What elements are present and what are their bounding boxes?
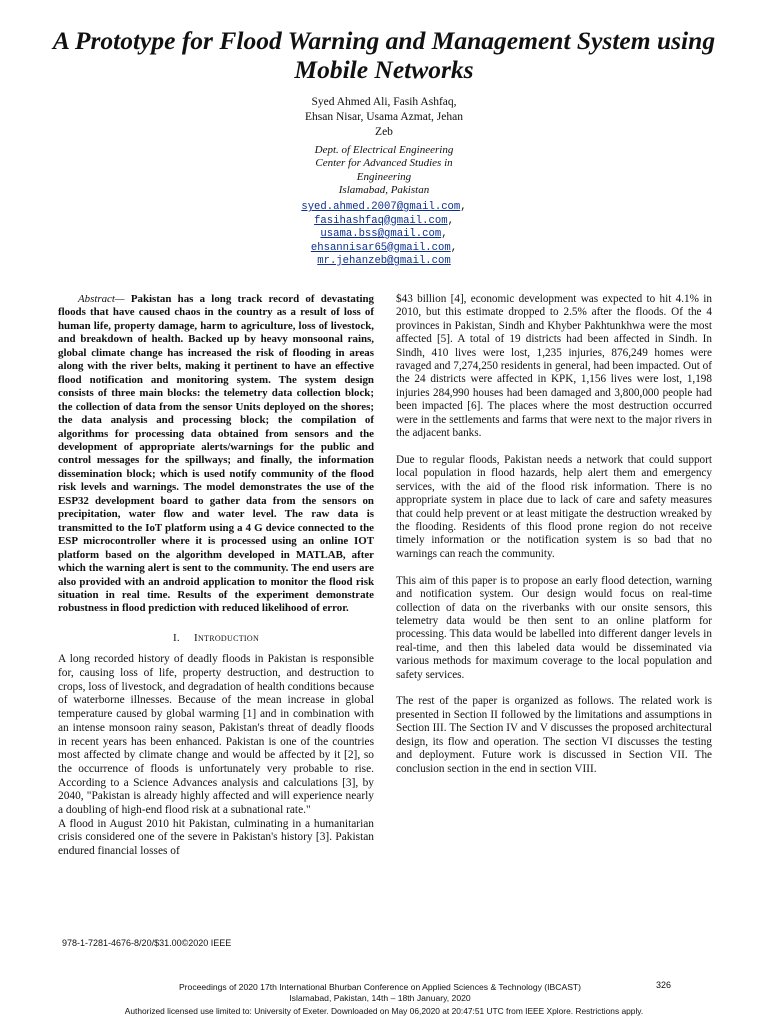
section-title: Introduction xyxy=(193,631,260,644)
section-number: I. xyxy=(172,631,180,644)
abstract-body: Pakistan has a long track record of devastating floods that have caused chaos in the country as a result of loss of human life, property damage, harm to agriculture, loss of livestock, and breakdown of health. Backed up by heavy monsoonal rains, global climate change has increased the risk of flooding in areas along with the river belts, making it pertinent to have an effective flood notification and monitoring system. The system design consists of three main blocks: the telemetry data collection block; the collection of data from the sensor Units deployed on the shores; the data analysis and processing block; the compilation of algorithms for processing data obtained from sensors and the development of appropriate alerts/warnings for the public and control messages for the spillways; and finally, the information dissemination block; which is used notify community of the flood risk levels and warnings. The model demonstrates the use of the ESP32 development board to gather data from the sensors on precipitation, water flow and water level. The raw data is transmitted to the IoT platform using a 4 G device connected to the ESP microcontroller where it is processed using an online IOT platform based on the algorithm developed in MATLAB, after which the warning alert is sent to the community. The end users are also provided with an android application to monitor the flood risk situation in real time. Results of the experiment demonstrate robustness in flood prediction with reduced likelihood of error. xyxy=(58,293,374,615)
left-column xyxy=(58,293,374,859)
email-link[interactable]: mr.jehanzeb@gmail.com xyxy=(317,255,451,267)
paper-title: A Prototype for Flood Warning and Management System using Mobile Networks xyxy=(52,26,716,84)
license-notice: Authorized licensed use limited to: University of Exeter. Downloaded on May 06,2020 at 20:47:51 UTC from IEEE Xplore. Restrictions apply. xyxy=(124,1006,644,1016)
proceedings-footer xyxy=(100,982,660,1004)
affiliation-field: Engineering xyxy=(356,170,412,183)
abstract-label: Abstract— xyxy=(78,293,125,305)
body-paragraph: This aim of this paper is to propose an early flood detection, warning and notification system. Our design would focus on real-time collection of data on the riverbanks with our onsite sensors, this telemetry data would be then sent to an online platform for processing. This data would be labelled into different danger levels in real-time, and then this labeled data would be disseminated via various methods for maximum coverage to the local population and safety services. xyxy=(396,574,712,681)
affiliation xyxy=(234,144,534,197)
affiliation-city: Islamabad, Pakistan xyxy=(338,183,430,196)
body-paragraph: Due to regular floods, Pakistan needs a network that could support local population in flood hazards, help alert them and emergency services, with the aid of the flood risk information. There is no appropriate system in place due to lack of care and safety measures that could help prevent or at least mitigate the destruction wreaked by the flooding. Residents of this flood prone region do not receive timely information or the notification system is so bad that no warnings can reach the community. xyxy=(396,453,712,560)
author-list xyxy=(234,95,534,140)
body-paragraph: $43 billion [4], economic development was expected to hit 4.1% in 2010, but this estimate dropped to 2.5% after the floods. Of the 4 provinces in Pakistan, Sindh and Khyber Pakhtunkhwa were the most affected [5]. A total of 19 districts had been affected in Sindh. In Sindh, 410 lives were lost, 1,235 injuries, 876,249 homes were ravaged and 7,274,250 residents in general, had been impacted. Out of the 24 districts were affected in KPK, 1,156 lives were lost, 1,198 injuries 284,990 houses had been damaged and 3,800,000 people had been impacted [6]. The places where the most destruction occurred were in the settlements and farms that were next to the major rivers in the adjacent banks. xyxy=(396,293,712,440)
affiliation-center: Center for Advanced Studies in xyxy=(315,157,453,170)
email-link[interactable]: ehsannisar65@gmail.com xyxy=(310,241,451,254)
proceedings-line: Islamabad, Pakistan, 14th – 18th January, 2020 xyxy=(289,993,471,1003)
author-line: Ehsan Nisar, Usama Azmat, Jehan xyxy=(305,111,463,123)
copyright-notice: 978-1-7281-4676-8/20/$31.00©2020 IEEE xyxy=(62,938,232,948)
section-heading-introduction xyxy=(58,632,374,645)
intro-paragraph: A flood in August 2010 hit Pakistan, culminating in a humanitarian crisis considered one of the severe in Pakistan's history [3]. Pakistan endured financial losses of xyxy=(58,817,374,858)
right-column xyxy=(396,293,712,789)
page-number: 326 xyxy=(656,980,672,990)
email-list: syed.ahmed.2007@gmail.com, fasihashfaq@gmail.com, usama.bss@gmail.com, ehsannisar65@gmail.com, mr.jehanzeb@gmail.com xyxy=(301,201,467,267)
proceedings-line: Proceedings of 2020 17th International Bhurban Conference on Applied Sciences & Technology (IBCAST) xyxy=(178,982,582,992)
body-paragraph: The rest of the paper is organized as follows. The related work is presented in Section II followed by the limitations and assumptions in Section III. The Section IV and V discusses the proposed architectural design, its flow and operation. The section VI discusses the testing and deployment. Future work is discussed in Section VII. The conclusion section in the end in section VIII. xyxy=(396,695,712,775)
author-line: Zeb xyxy=(375,126,393,138)
author-line: Syed Ahmed Ali, Fasih Ashfaq, xyxy=(311,96,457,108)
affiliation-dept: Dept. of Electrical Engineering xyxy=(314,144,454,156)
intro-paragraph: A long recorded history of deadly floods in Pakistan is responsible for, causing loss of life, property destruction, and destruction to crops, loss of livestock, and degradation of health conditions because of waterborne illnesses. Because of the mean increase in global temperature caused by global warming [1] and in combination with an intense monsoon rainy season, Pakistan's threat of deadly floods in recent years has been enhanced. Pakistan is one of the countries most affected by climate change and would be affected by it [2], so the occurrence of floods is unfortunately very probable to rise. According to a Science Advances analysis and calculations [3], by 2040, "Pakistan is already highly affected and will experience nearly a doubling of high-end flood risk at a subnational rate." xyxy=(58,653,374,817)
abstract xyxy=(58,293,374,616)
email-link[interactable]: usama.bss@gmail.com xyxy=(320,228,442,240)
email-link[interactable]: fasihashfaq@gmail.com xyxy=(314,214,448,227)
email-link[interactable]: syed.ahmed.2007@gmail.com xyxy=(301,201,461,213)
